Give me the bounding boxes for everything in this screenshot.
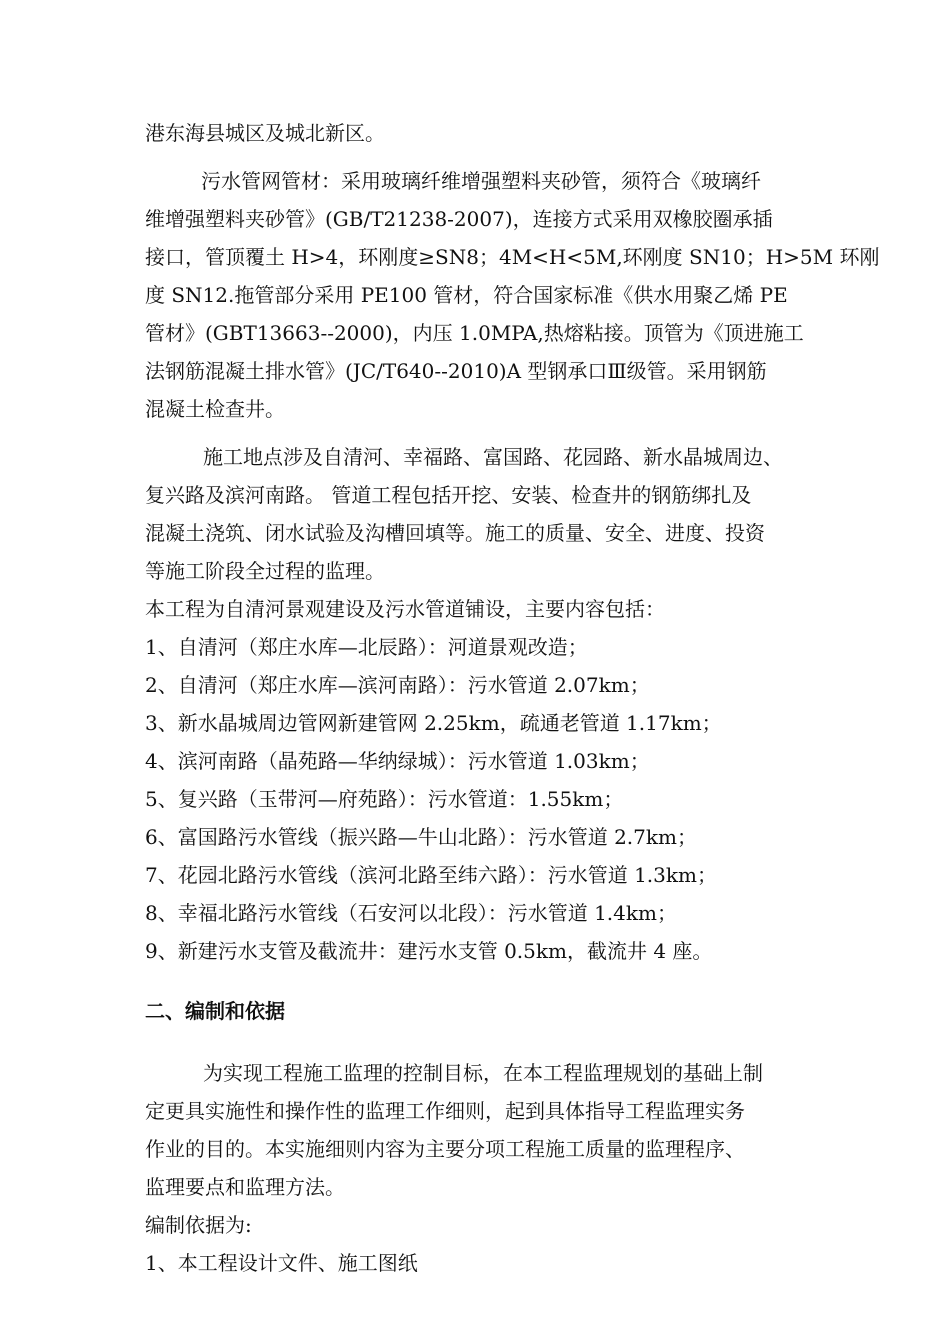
- site-line: 混凝土浇筑、闭水试验及沟槽回填等。施工的质量、安全、进度、投资: [145, 521, 765, 545]
- list-item: 1、本工程设计文件、施工图纸: [145, 1251, 418, 1275]
- scope-intro: 本工程为自清河景观建设及污水管道铺设，主要内容包括：: [145, 597, 665, 621]
- list-item: 7、花园北路污水管线（滨河北路至纬六路）：污水管道 1.3km；: [145, 863, 717, 887]
- list-item: 1、自清河（郑庄水库—北辰路）：河道景观改造；: [145, 635, 588, 659]
- list-item: 4、滨河南路（晶苑路—华纳绿城）：污水管道 1.03km；: [145, 749, 650, 773]
- purpose-line: 为实现工程施工监理的控制目标，在本工程监理规划的基础上制: [203, 1061, 763, 1085]
- intro-tail-line: 港东海县城区及城北新区。: [145, 121, 385, 145]
- site-line: 等施工阶段全过程的监理。: [145, 559, 385, 583]
- pipe-material-line: 接口，管顶覆土 H>4，环刚度≥SN8；4M<H<5M,环刚度 SN10；H>5M 环刚: [145, 245, 880, 269]
- purpose-line: 监理要点和监理方法。: [145, 1175, 345, 1199]
- list-item: 3、新水晶城周边管网新建管网 2.25km，疏通老管道 1.17km；: [145, 711, 722, 735]
- list-item: 5、复兴路（玉带河—府苑路）：污水管道：1.55km；: [145, 787, 624, 811]
- paragraph-gap: [145, 428, 815, 438]
- pipe-material-line: 法钢筋混凝土排水管》(JC/T640--2010)A 型钢承口Ⅲ级管。采用钢筋: [145, 359, 767, 383]
- pipe-material-line: 度 SN12.拖管部分采用 PE100 管材，符合国家标准《供水用聚乙烯 PE: [145, 283, 788, 307]
- scope-list: [145, 628, 815, 970]
- pipe-material-line: 混凝土检查井。: [145, 397, 285, 421]
- paragraph-gap: [145, 152, 815, 162]
- list-item: 6、富国路污水管线（振兴路—牛山北路）：污水管道 2.7km；: [145, 825, 697, 849]
- purpose-line: 定更具实施性和操作性的监理工作细则，起到具体指导工程监理实务: [145, 1099, 745, 1123]
- pipe-material-line: 维增强塑料夹砂管》(GB/T21238-2007)，连接方式采用双橡胶圈承插: [145, 207, 773, 231]
- basis-intro: 编制依据为:: [145, 1213, 252, 1237]
- document-body: [145, 114, 880, 1282]
- site-paragraph: [145, 438, 815, 590]
- pipe-material-paragraph: [145, 162, 880, 428]
- purpose-line: 作业的目的。本实施细则内容为主要分项工程施工质量的监理程序、: [145, 1137, 745, 1161]
- site-line: 复兴路及滨河南路。 管道工程包括开挖、安装、检查井的钢筋绑扎及: [145, 483, 752, 507]
- list-item: 9、新建污水支管及截流井：建污水支管 0.5km，截流井 4 座。: [145, 939, 713, 963]
- pipe-material-line: 管材》(GBT13663--2000)，内压 1.0MPA,热熔粘接。顶管为《顶进施工: [145, 321, 804, 345]
- purpose-paragraph: [145, 1054, 815, 1206]
- section-heading: 二、编制和依据: [145, 999, 285, 1023]
- list-item: 8、幸福北路污水管线（石安河以北段）：污水管道 1.4km；: [145, 901, 677, 925]
- site-line: 施工地点涉及自清河、幸福路、富国路、花园路、新水晶城周边、: [203, 445, 783, 469]
- list-item: 2、自清河（郑庄水库—滨河南路）：污水管道 2.07km；: [145, 673, 650, 697]
- pipe-material-line: 污水管网管材：采用玻璃纤维增强塑料夹砂管，须符合《玻璃纤: [201, 169, 761, 193]
